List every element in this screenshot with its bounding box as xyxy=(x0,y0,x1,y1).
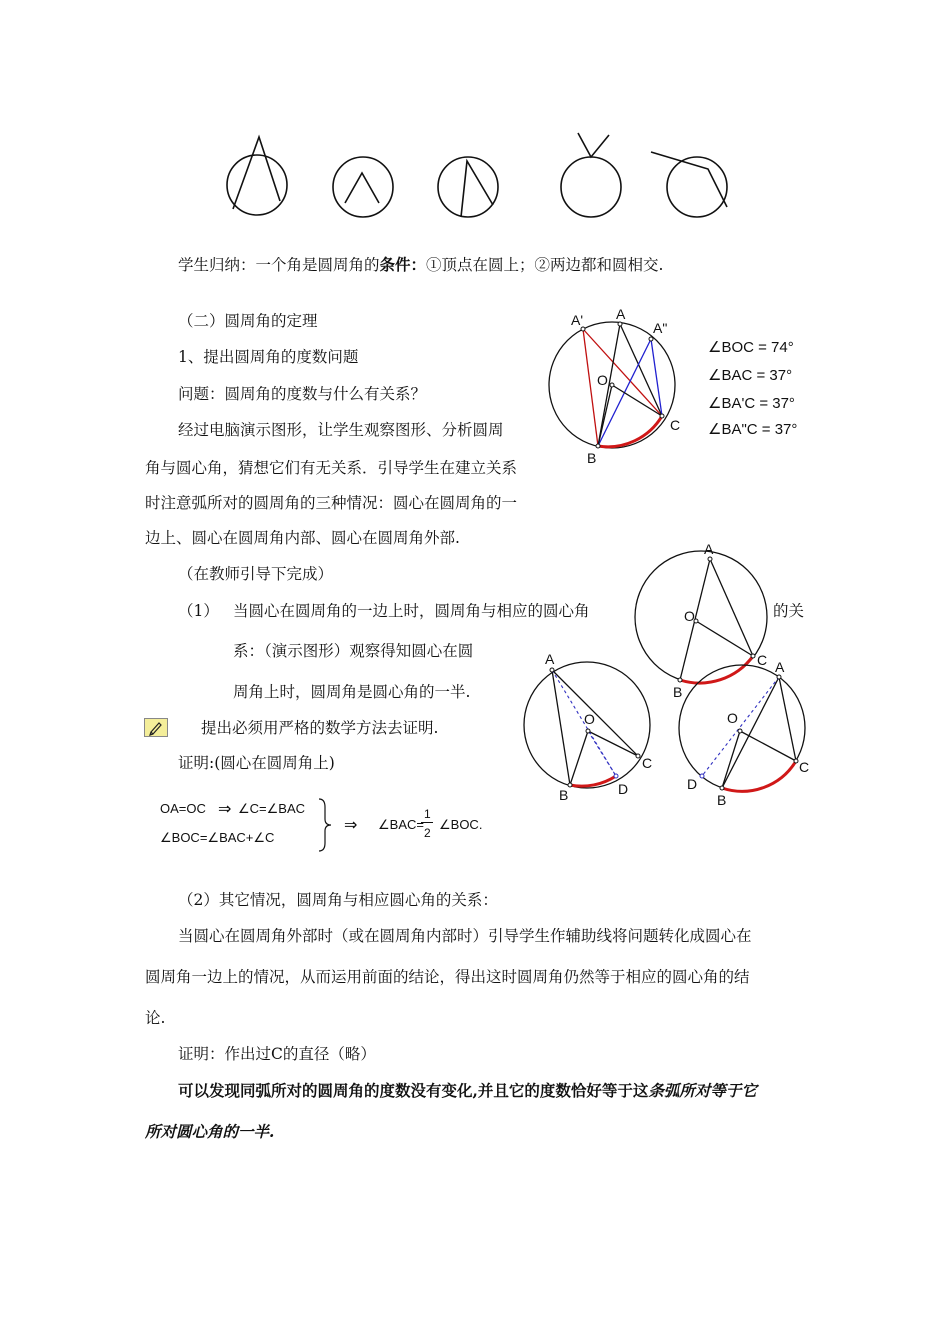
label-d: D xyxy=(687,776,698,792)
label-b: B xyxy=(587,450,597,466)
case2-line-3: 论. xyxy=(145,1009,166,1027)
label-d: D xyxy=(618,781,629,797)
label-b: B xyxy=(559,787,569,803)
question: 问题：圆周角的度数与什么有关系？ xyxy=(178,385,427,403)
case1-number: （1） xyxy=(178,602,219,620)
label-b: B xyxy=(673,684,683,700)
para-line-3: 时注意弧所对的圆周角的三种情况：圆心在圆周角的一 xyxy=(145,494,518,512)
case1-line-1-tail: 的关 xyxy=(773,602,805,620)
fraction-bar xyxy=(421,822,433,823)
label-o: O xyxy=(597,372,608,388)
label-o: O xyxy=(584,711,595,727)
label-a-prime: A' xyxy=(571,312,584,328)
item-1: 1、提出圆周角的度数问题 xyxy=(178,348,359,366)
label-c: C xyxy=(642,755,653,771)
formula-result-left: ∠BAC= xyxy=(378,817,424,832)
label-c: C xyxy=(757,652,768,668)
center-inside-figure xyxy=(512,648,662,808)
case1-line-1: 当圆心在圆周角的一边上时，圆周角与相应的圆心角 xyxy=(233,602,590,620)
conclusion-line-1: 可以发现同弧所对的圆周角的度数没有变化,并且它的度数恰好等于这条弧所对等于它 xyxy=(178,1081,757,1100)
case2-heading: （2）其它情况，圆周角与相应圆心角的关系： xyxy=(178,891,498,909)
fraction-numerator: 1 xyxy=(424,807,431,821)
formula-angle-c: ∠C=∠BAC xyxy=(238,801,306,816)
label-a: A xyxy=(704,541,714,557)
proof-formula xyxy=(160,795,490,855)
center-outside-figure xyxy=(672,655,822,810)
label-a-double-prime: A" xyxy=(653,320,668,336)
para-line-1: 经过电脑演示图形，让学生观察图形、分析圆周 xyxy=(178,421,504,439)
conclusion-line-2: 所对圆心角的一半. xyxy=(145,1122,275,1141)
formula-oa-oc: OA=OC xyxy=(160,801,206,816)
inscribed-angle-demo-figure xyxy=(540,305,700,470)
pencil-icon xyxy=(144,718,168,737)
label-c: C xyxy=(670,417,681,433)
implies-arrow-2: ⇒ xyxy=(344,817,358,834)
guided-note: （在教师引导下完成） xyxy=(178,565,334,583)
measure-bappc: ∠BA"C = 37° xyxy=(708,421,798,438)
brace-icon xyxy=(315,797,335,853)
label-b: B xyxy=(717,792,727,808)
proof-2: 证明：作出过C的直径（略） xyxy=(178,1045,376,1063)
label-a: A xyxy=(545,651,555,667)
label-c: C xyxy=(799,759,810,775)
formula-boc-sum: ∠BOC=∠BAC+∠C xyxy=(160,830,275,845)
case2-line-1: 当圆心在圆周角外部时（或在圆周角内部时）引导学生作辅助线将问题转化成圆心在 xyxy=(178,927,752,945)
label-a: A xyxy=(775,659,785,675)
proof-1-heading: 证明:(圆心在圆周角上) xyxy=(178,754,335,772)
label-o: O xyxy=(684,608,695,624)
angle-examples-figure xyxy=(215,125,735,225)
measure-bapc: ∠BA'C = 37° xyxy=(708,395,795,412)
fraction-denominator: 2 xyxy=(424,826,431,840)
implies-arrow-1: ⇒ xyxy=(218,801,232,818)
label-a: A xyxy=(616,306,626,322)
para-line-2: 角与圆心角，猜想它们有无关系．引导学生在建立关系 xyxy=(145,459,518,477)
section-heading: （二）圆周角的定理 xyxy=(178,312,318,330)
measure-bac: ∠BAC = 37° xyxy=(708,367,793,384)
label-o: O xyxy=(727,710,738,726)
measure-boc: ∠BOC = 74° xyxy=(708,339,794,356)
case1-line-2: 系：（演示图形）观察得知圆心在圆 xyxy=(233,642,474,660)
summary-line: 学生归纳：一个角是圆周角的条件：①顶点在圆上；②两边都和圆相交. xyxy=(178,255,664,274)
rigor-note: 提出必须用严格的数学方法去证明. xyxy=(201,719,439,737)
formula-result-right: ∠BOC. xyxy=(439,817,483,832)
case2-line-2: 圆周角一边上的情况，从而运用前面的结论，得出这时圆周角仍然等于相应的圆心角的结 xyxy=(145,968,750,986)
para-line-4: 边上、圆心在圆周角内部、圆心在圆周角外部. xyxy=(145,529,460,547)
case1-line-3: 周角上时，圆周角是圆心角的一半. xyxy=(233,683,471,701)
